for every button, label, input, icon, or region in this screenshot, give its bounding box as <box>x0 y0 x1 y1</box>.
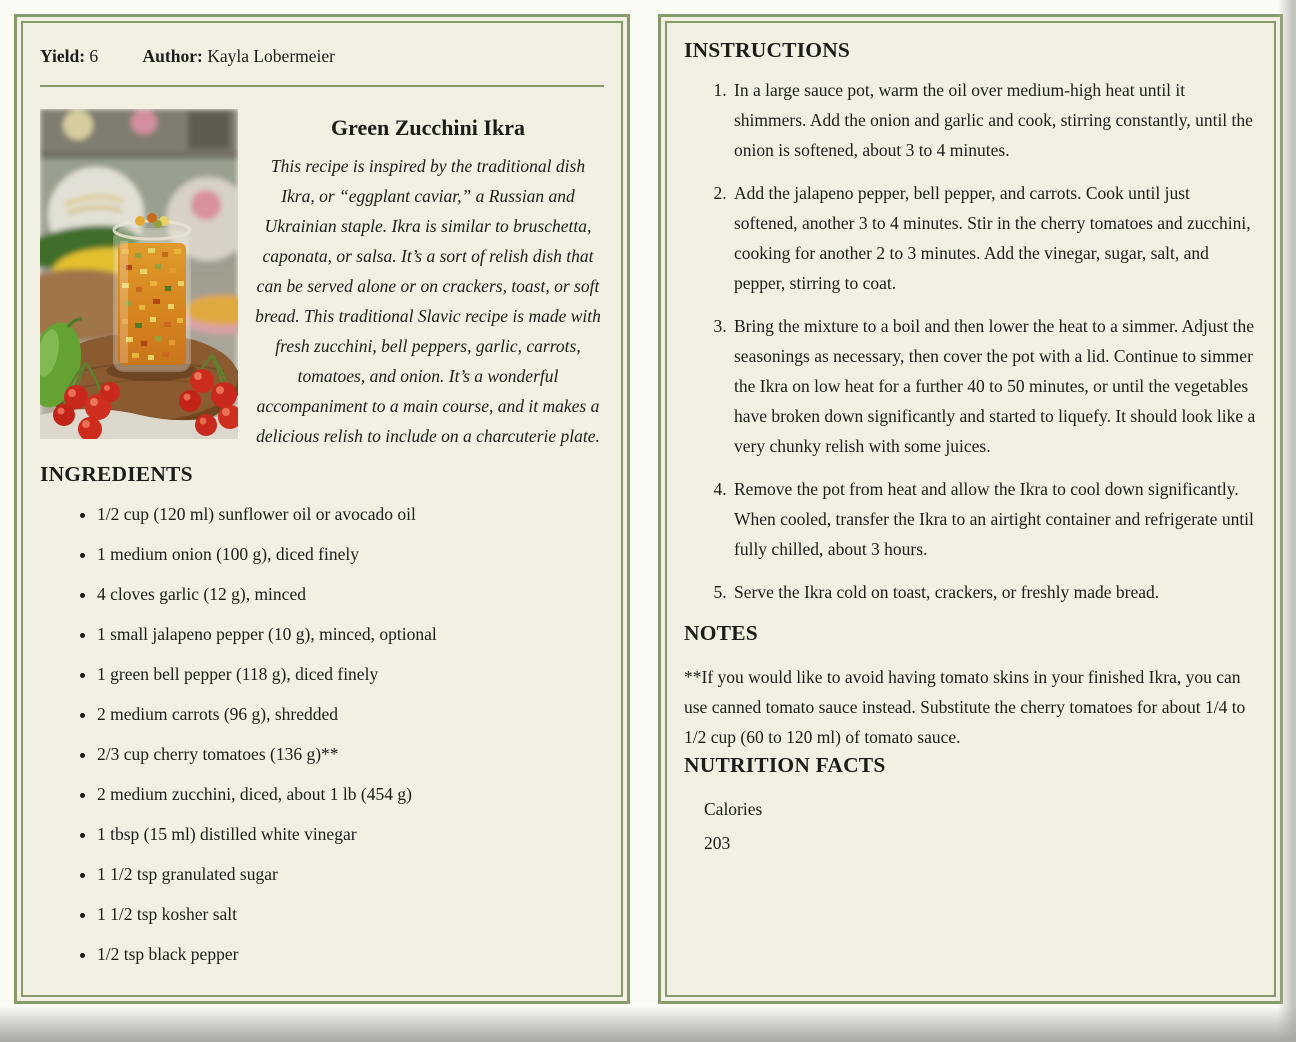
recipe-meta-row <box>40 37 604 69</box>
ingredient-item: • 2 medium zucchini, diced, about 1 lb (454 g) <box>97 779 604 809</box>
recipe-photo-illustration <box>40 109 238 439</box>
notes-text: **If you would like to avoid having tomato skins in your finished Ikra, you can use canned tomato sauce instead. Substitute the cherry tomatoes for about 1/4 to 1/2 cup (60 to 120 ml) of tomato sauce. <box>684 667 1246 747</box>
instructions-list <box>684 75 1257 607</box>
nutrition-facts-heading: NUTRITION FACTS <box>684 753 886 777</box>
nutrition-label: Calories <box>704 799 763 819</box>
ingredient-item: • 1/2 cup (120 ml) sunflower oil or avocado oil <box>97 499 604 529</box>
ingredients-heading: INGREDIENTS <box>40 462 193 486</box>
ingredient-item: • 1 small jalapeno pepper (10 g), minced, optional <box>97 619 604 649</box>
instruction-step: 2. Add the jalapeno pepper, bell pepper, and carrots. Cook until just softened, another 3 to 4 minutes. Stir in the cherry tomatoes and zucchini, cooking for another 2 to 3 minutes. Add the vinegar, sugar, salt, and pepper, stirring to coat. <box>731 178 1257 298</box>
yield-label: Yield: <box>40 46 86 66</box>
nutrition-value: 203 <box>704 833 731 853</box>
ingredient-item: • 1 1/2 tsp kosher salt <box>97 899 604 929</box>
instruction-step: 4. Remove the pot from heat and allow the Ikra to cool down significantly. When cooled, transfer the Ikra to an airtight container and refrigerate until fully chilled, about 3 hours. <box>731 474 1257 564</box>
author-value: Kayla Lobermeier <box>207 46 335 66</box>
recipe-card-left-panel <box>14 14 630 1004</box>
yield-value: 6 <box>89 46 99 66</box>
ingredient-item: • 1 1/2 tsp granulated sugar <box>97 859 604 889</box>
instruction-step: 1. In a large sauce pot, warm the oil over medium-high heat until it shimmers. Add the onion and garlic and cook, stirring constantly, until the onion is softened, about 3 to 4 minutes. <box>731 75 1257 165</box>
title-and-photo-row <box>40 109 604 451</box>
instruction-step: 5. Serve the Ikra cold on toast, crackers, or freshly made bread. <box>731 577 1257 607</box>
page-edge-bottom-shading <box>0 1006 1296 1042</box>
recipe-card-right-panel <box>658 14 1283 1004</box>
instructions-heading: INSTRUCTIONS <box>684 38 851 62</box>
left-panel-inner-border <box>21 21 623 997</box>
notes-heading: NOTES <box>684 621 758 645</box>
author-label: Author: <box>142 46 203 66</box>
recipe-photo <box>40 109 238 439</box>
ingredient-item: • 2/3 cup cherry tomatoes (136 g)** <box>97 739 604 769</box>
recipe-description: This recipe is inspired by the traditional dish Ikra, or “eggplant caviar,” a Russian and Ukrainian staple. Ikra is similar to bruschetta, caponata, or salsa. It’s a sort of relish dish that can be served alone or on crackers, toast, or soft bread. This traditional Slavic recipe is made with fresh zucchini, bell peppers, garlic, carrots, tomatoes, and onion. It’s a wonderful accompaniment to a main course, and it makes a delicious relish to include on a charcuterie plate. <box>255 156 601 446</box>
ingredient-item: • 2 medium carrots (96 g), shredded <box>97 699 604 729</box>
meta-divider <box>40 85 604 87</box>
instruction-step: 3. Bring the mixture to a boil and then lower the heat to a simmer. Adjust the seasonings as necessary, then cover the pot with a lid. Continue to simmer the Ikra on low heat for a further 40 to 50 minutes, or until the vegetables have broken down significantly and started to liquefy. It should look like a very chunky relish with some juices. <box>731 311 1257 461</box>
title-block <box>252 109 604 451</box>
ingredient-item: • 1 green bell pepper (118 g), diced finely <box>97 659 604 689</box>
ingredient-item: • 1 medium onion (100 g), diced finely <box>97 539 604 569</box>
nutrition-rows <box>684 792 1257 860</box>
ingredient-item: • 4 cloves garlic (12 g), minced <box>97 579 604 609</box>
right-panel-inner-border <box>665 21 1276 997</box>
ingredient-item: • 1/2 tsp black pepper <box>97 939 604 969</box>
nutrition-row <box>704 792 1257 860</box>
ingredients-list <box>40 499 604 969</box>
recipe-title: Green Zucchini Ikra <box>331 115 525 140</box>
ingredient-item: • 1 tbsp (15 ml) distilled white vinegar <box>97 819 604 849</box>
